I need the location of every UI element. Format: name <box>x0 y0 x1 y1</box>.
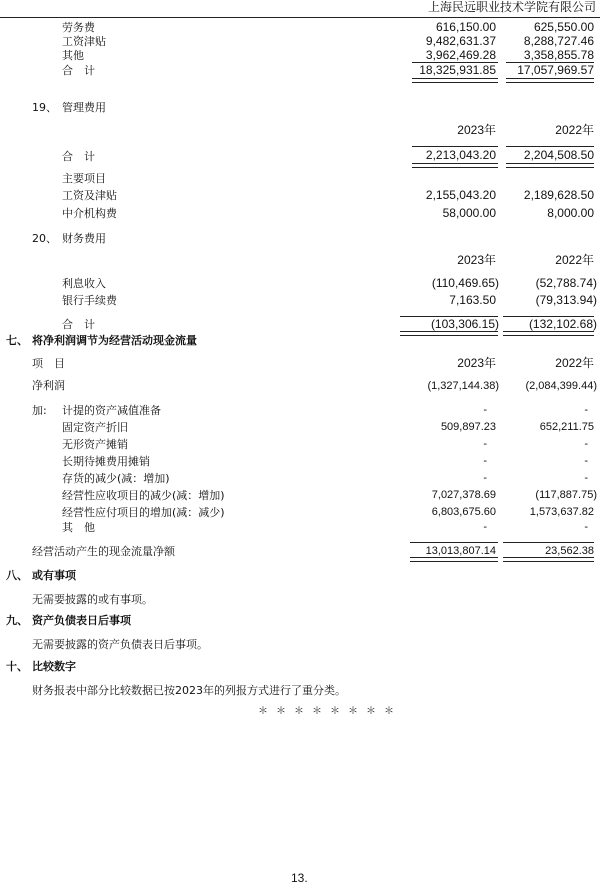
row-value-2023: - <box>483 521 487 533</box>
row-label: 工资津贴 <box>62 35 106 48</box>
company-name: 上海民远职业技术学院有限公司 <box>427 0 596 14</box>
row-value-2022: - <box>584 521 588 533</box>
section-title: 管理费用 <box>62 101 106 114</box>
year-header-2023: 2023年 <box>457 123 496 137</box>
row-label: 经营性应付项目的增加(减：减少) <box>62 506 225 519</box>
section-number: 十、 <box>6 660 28 673</box>
row-label: 利息收入 <box>62 277 106 290</box>
section-number: 20、 <box>32 232 57 245</box>
section-text: 无需要披露的资产负债表日后事项。 <box>32 638 208 651</box>
total-top-rule <box>412 146 498 147</box>
section-title: 资产负债表日后事项 <box>32 614 131 627</box>
row-value-2023: 6,803,675.60 <box>431 506 496 518</box>
row-value-2022: 652,211.75 <box>539 421 594 433</box>
total-label: 经营活动产生的现金流量净额 <box>32 545 175 558</box>
row-value-2023: (110,469.65) <box>431 276 499 290</box>
column-header-item: 项 目 <box>32 357 65 370</box>
row-value-2022: (52,788.74) <box>535 276 597 290</box>
add-label: 加: <box>32 404 47 417</box>
total-value-2022: 17,057,969.57 <box>517 63 594 77</box>
row-value-2023: 2,155,043.20 <box>425 188 496 202</box>
end-stars: ＊ ＊ ＊ ＊ ＊ ＊ ＊ ＊ <box>258 706 393 717</box>
row-value-2022: - <box>584 404 588 416</box>
row-label: 银行手续费 <box>62 294 117 307</box>
row-value-2022: 625,550.00 <box>533 20 594 34</box>
row-value-2022: 3,358,855.78 <box>523 48 594 62</box>
row-value-2022: 8,288,727.46 <box>523 34 594 48</box>
section-text: 无需要披露的或有事项。 <box>32 593 153 606</box>
net-profit-value-2022: (2,084,399.44) <box>525 380 597 392</box>
total-value-2023: 2,213,043.20 <box>425 148 496 162</box>
section-title: 比较数字 <box>32 660 76 673</box>
row-value-2022: - <box>584 438 588 450</box>
total-value-2022: 23,562.38 <box>545 545 594 557</box>
row-value-2023: - <box>483 404 487 416</box>
total-double-rule <box>503 331 594 336</box>
row-value-2023: - <box>483 455 487 467</box>
row-value-2022: 8,000.00 <box>547 206 594 220</box>
total-value-2022: (132,102.68) <box>528 317 597 331</box>
year-header-2022: 2022年 <box>555 253 594 267</box>
section-title: 财务费用 <box>62 232 106 245</box>
row-value-2023: 3,962,469.28 <box>425 48 496 62</box>
total-top-rule <box>506 146 594 147</box>
sub-title: 主要项目 <box>62 172 106 185</box>
row-label: 无形资产摊销 <box>62 438 128 451</box>
total-value-2022: 2,204,508.50 <box>523 148 594 162</box>
row-value-2023: 509,897.23 <box>440 421 496 433</box>
net-profit-label: 净利润 <box>32 379 65 392</box>
row-value-2022: - <box>584 472 588 484</box>
row-value-2022: - <box>584 455 588 467</box>
row-label: 计提的资产减值准备 <box>62 404 161 417</box>
row-value-2023: 9,482,631.37 <box>425 34 496 48</box>
row-value-2022: (117,887.75) <box>535 489 597 501</box>
total-top-rule <box>503 542 594 543</box>
row-label: 其 他 <box>62 521 95 534</box>
row-label: 其他 <box>62 49 84 62</box>
row-value-2023: - <box>483 472 487 484</box>
year-header-2022: 2022年 <box>555 123 594 137</box>
row-label: 固定资产折旧 <box>62 421 128 434</box>
section-number: 19、 <box>32 101 57 114</box>
total-double-rule <box>506 78 594 83</box>
row-label: 劳务费 <box>62 21 95 34</box>
row-value-2022: 1,573,637.82 <box>529 506 594 518</box>
header-rule <box>0 17 600 18</box>
page-number: 13. <box>291 871 308 885</box>
total-double-rule <box>412 163 498 168</box>
row-value-2023: 616,150.00 <box>435 20 496 34</box>
row-value-2023: 58,000.00 <box>442 206 496 220</box>
total-double-rule <box>410 557 498 562</box>
total-double-rule <box>506 163 594 168</box>
section-title: 将净利润调节为经营活动现金流量 <box>32 334 197 347</box>
year-header-2023: 2023年 <box>457 253 496 267</box>
row-value-2023: 7,163.50 <box>449 293 496 307</box>
row-label: 中介机构费 <box>62 207 117 220</box>
row-label: 工资及津贴 <box>62 189 117 202</box>
row-value-2023: 7,027,378.69 <box>431 489 496 501</box>
row-label: 存货的减少(减：增加) <box>62 472 170 485</box>
section-title: 或有事项 <box>32 569 76 582</box>
total-double-rule <box>400 331 498 336</box>
total-value-2023: 13,013,807.14 <box>425 545 496 557</box>
total-label: 合 计 <box>62 150 95 163</box>
total-value-2023: 18,325,931.85 <box>419 63 496 77</box>
year-header-2023: 2023年 <box>457 356 496 370</box>
row-value-2023: - <box>483 438 487 450</box>
total-label: 合 计 <box>62 318 95 331</box>
row-label: 经营性应收项目的减少(减：增加) <box>62 489 225 502</box>
row-label: 长期待摊费用摊销 <box>62 455 150 468</box>
section-text: 财务报表中部分比较数据已按2023年的列报方式进行了重分类。 <box>32 684 346 697</box>
total-double-rule <box>412 78 498 83</box>
section-number: 七、 <box>6 334 28 347</box>
total-label: 合 计 <box>62 64 95 77</box>
total-top-rule <box>410 542 498 543</box>
net-profit-value-2023: (1,327,144.38) <box>427 380 499 392</box>
total-double-rule <box>503 557 594 562</box>
row-value-2022: 2,189,628.50 <box>523 188 594 202</box>
row-value-2022: (79,313.94) <box>535 293 597 307</box>
section-number: 九、 <box>6 614 28 627</box>
section-number: 八、 <box>6 569 28 582</box>
year-header-2022: 2022年 <box>555 356 594 370</box>
total-value-2023: (103,306.15) <box>430 317 499 331</box>
